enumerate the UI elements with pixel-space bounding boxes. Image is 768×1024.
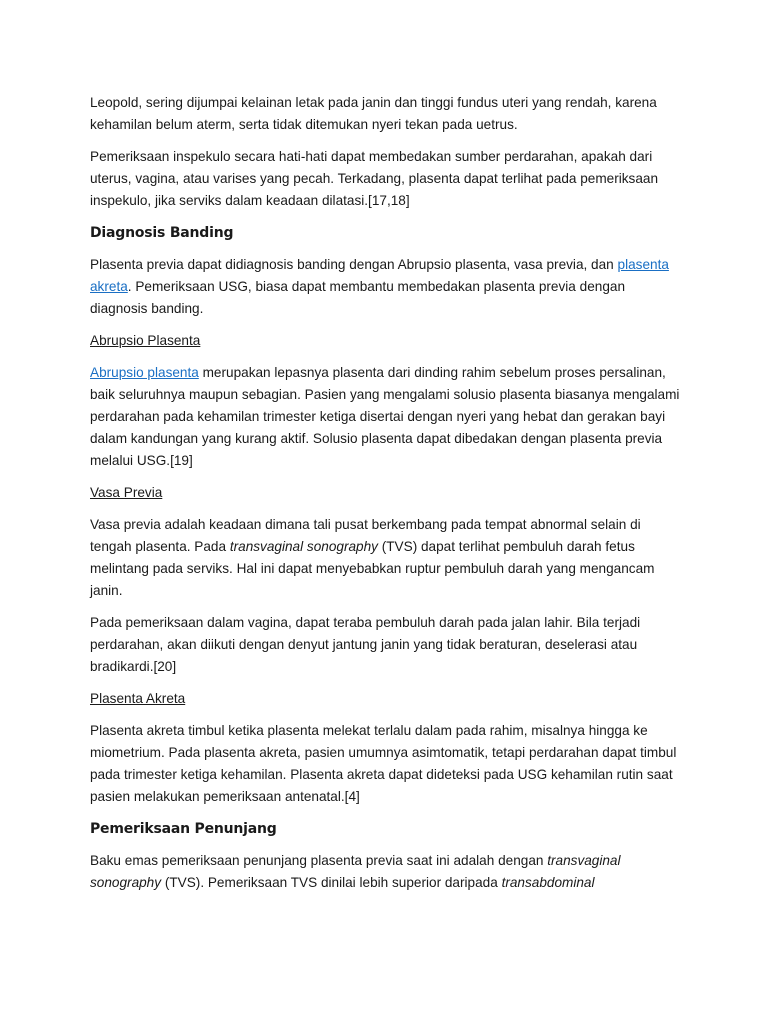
vasa-text-2: (TVS) dapat terlihat pembuluh darah fetus melintang pada serviks. Hal ini dapat menyebabkan ruptur pembuluh darah yang mengancam janin. [90, 539, 655, 598]
penunjang-italic-transabdominal: transabdominal [501, 875, 595, 890]
paragraph-abrupsio [90, 362, 680, 472]
paragraph-leopold: Leopold, sering dijumpai kelainan letak pada janin dan tinggi fundus uteri yang rendah, karena kehamilan belum aterm, serta tidak ditemukan nyeri tekan pada uetrus. [90, 95, 657, 132]
diagnosis-intro-text-cont: . Pemeriksaan USG, biasa dapat membantu membedakan plasenta previa dengan diagnosis banding. [90, 279, 626, 316]
paragraph-penunjang [90, 850, 680, 894]
vasa-italic-tvs: transvaginal sonography [229, 539, 378, 554]
heading-pemeriksaan-penunjang: Pemeriksaan Penunjang [90, 821, 277, 837]
subheading-plasenta-akreta: Plasenta Akreta [90, 691, 186, 706]
paragraph-diagnosis-intro [90, 254, 680, 320]
penunjang-text-2: (TVS). Pemeriksaan TVS dinilai lebih superior daripada [161, 875, 502, 890]
paragraph-vasa-previa-2: Pada pemeriksaan dalam vagina, dapat teraba pembuluh darah pada jalan lahir. Bila terjadi perdarahan, akan diikuti dengan denyut jantung janin yang tidak beraturan, deselerasi atau bradikardi.[20] [90, 615, 641, 674]
diagnosis-intro-text: Plasenta previa dapat didiagnosis banding dengan Abrupsio plasenta, vasa previa, dan [90, 257, 618, 272]
paragraph-vasa-previa-1 [90, 514, 680, 602]
subheading-vasa-previa: Vasa Previa [90, 485, 163, 500]
penunjang-text-1: Baku emas pemeriksaan penunjang plasenta previa saat ini adalah dengan [90, 853, 548, 868]
penunjang-italic-tvs: transvaginal sonography [90, 853, 621, 890]
paragraph-inspekulo: Pemeriksaan inspekulo secara hati-hati dapat membedakan sumber perdarahan, apakah dari uterus, vagina, atau varises yang pecah. Terkadang, plasenta dapat terlihat pada pemeriksaan inspekulo, jika serviks dalam keadaan dilatasi.[17,18] [90, 149, 659, 208]
vasa-text-1: Vasa previa adalah keadaan dimana tali pusat berkembang pada tempat abnormal selain di tengah plasenta. Pada [90, 517, 641, 554]
abrupsio-text: merupakan lepasnya plasenta dari dinding rahim sebelum proses persalinan, baik seluruhnya maupun sebagian. Pasien yang mengalami solusio plasenta biasanya mengalami perdarahan pada kehamilan trimester ketiga disertai dengan nyeri yang hebat dan gerakan bayi dalam kandungan yang kurang aktif. Solusio plasenta dapat dibedakan dengan plasenta previa melalui USG.[19] [90, 365, 680, 468]
link-abrupsio-plasenta[interactable]: Abrupsio plasenta [90, 365, 199, 380]
subheading-abrupsio-plasenta: Abrupsio Plasenta [90, 333, 201, 348]
heading-diagnosis-banding: Diagnosis Banding [90, 225, 234, 241]
link-plasenta-akreta[interactable]: plasenta akreta [90, 257, 669, 294]
document-page [90, 92, 680, 904]
paragraph-plasenta-akreta: Plasenta akreta timbul ketika plasenta melekat terlalu dalam pada rahim, misalnya hingga ke miometrium. Pada plasenta akreta, pasien umumnya asimtomatik, tetapi perdarahan dapat timbul pada trimester ketiga kehamilan. Plasenta akreta dapat dideteksi pada USG kehamilan rutin saat pasien melakukan pemeriksaan antenatal.[4] [90, 723, 677, 804]
